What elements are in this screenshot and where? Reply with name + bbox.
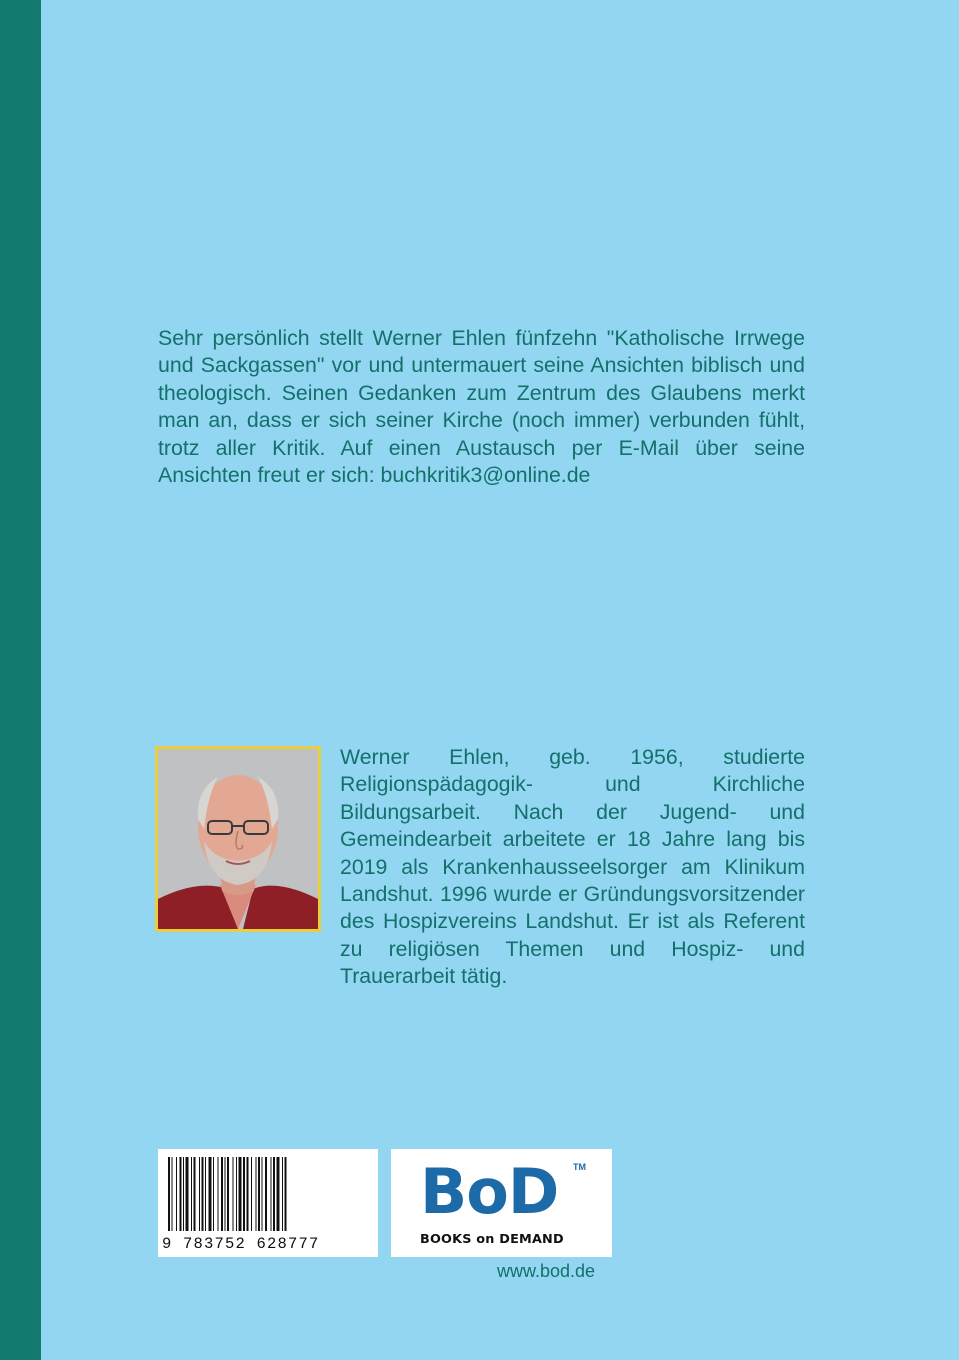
book-blurb: Sehr persönlich stellt Werner Ehlen fünfzehn "Katholische Irrwege und Sackgassen" vor und untermauert seine Ansichten biblisch und theologisch. Seinen Gedanken zum Zentrum des Glaubens merkt man an, dass er sich seiner Kirche (noch immer) verbunden fühlt, trotz aller Kritik. Auf einen Austausch per E-Mail über seine Ansichten freut er sich: buchkritik3@online.de [158, 326, 805, 488]
publisher-name: BOOKS on DEMAND [420, 1232, 564, 1247]
bod-wordmark: BoD [420, 1155, 559, 1228]
publisher-logo [391, 1149, 612, 1257]
spine-stripe [0, 0, 41, 1360]
trademark-symbol: TM [573, 1162, 586, 1172]
author-photo [155, 746, 321, 932]
publisher-url: www.bod.de [497, 1261, 596, 1281]
barcode-bars [168, 1157, 368, 1231]
isbn-digits: 9 783752 628777 [162, 1235, 320, 1253]
isbn-barcode [158, 1149, 378, 1257]
author-bio: Werner Ehlen, geb. 1956, studierte Religionspädagogik- und Kirchliche Bildungsarbeit. Nach der Jugend- und Gemeindearbeit arbeitete er 18 Jahre lang bis 2019 als Krankenhausseelsorger am Klinikum Landshut. 1996 wurde er Gründungsvorsitzender des Hospizvereins Landshut. Er ist als Referent zu religiösen Themen und Hospiz- und Trauerarbeit tätig. [340, 745, 805, 989]
